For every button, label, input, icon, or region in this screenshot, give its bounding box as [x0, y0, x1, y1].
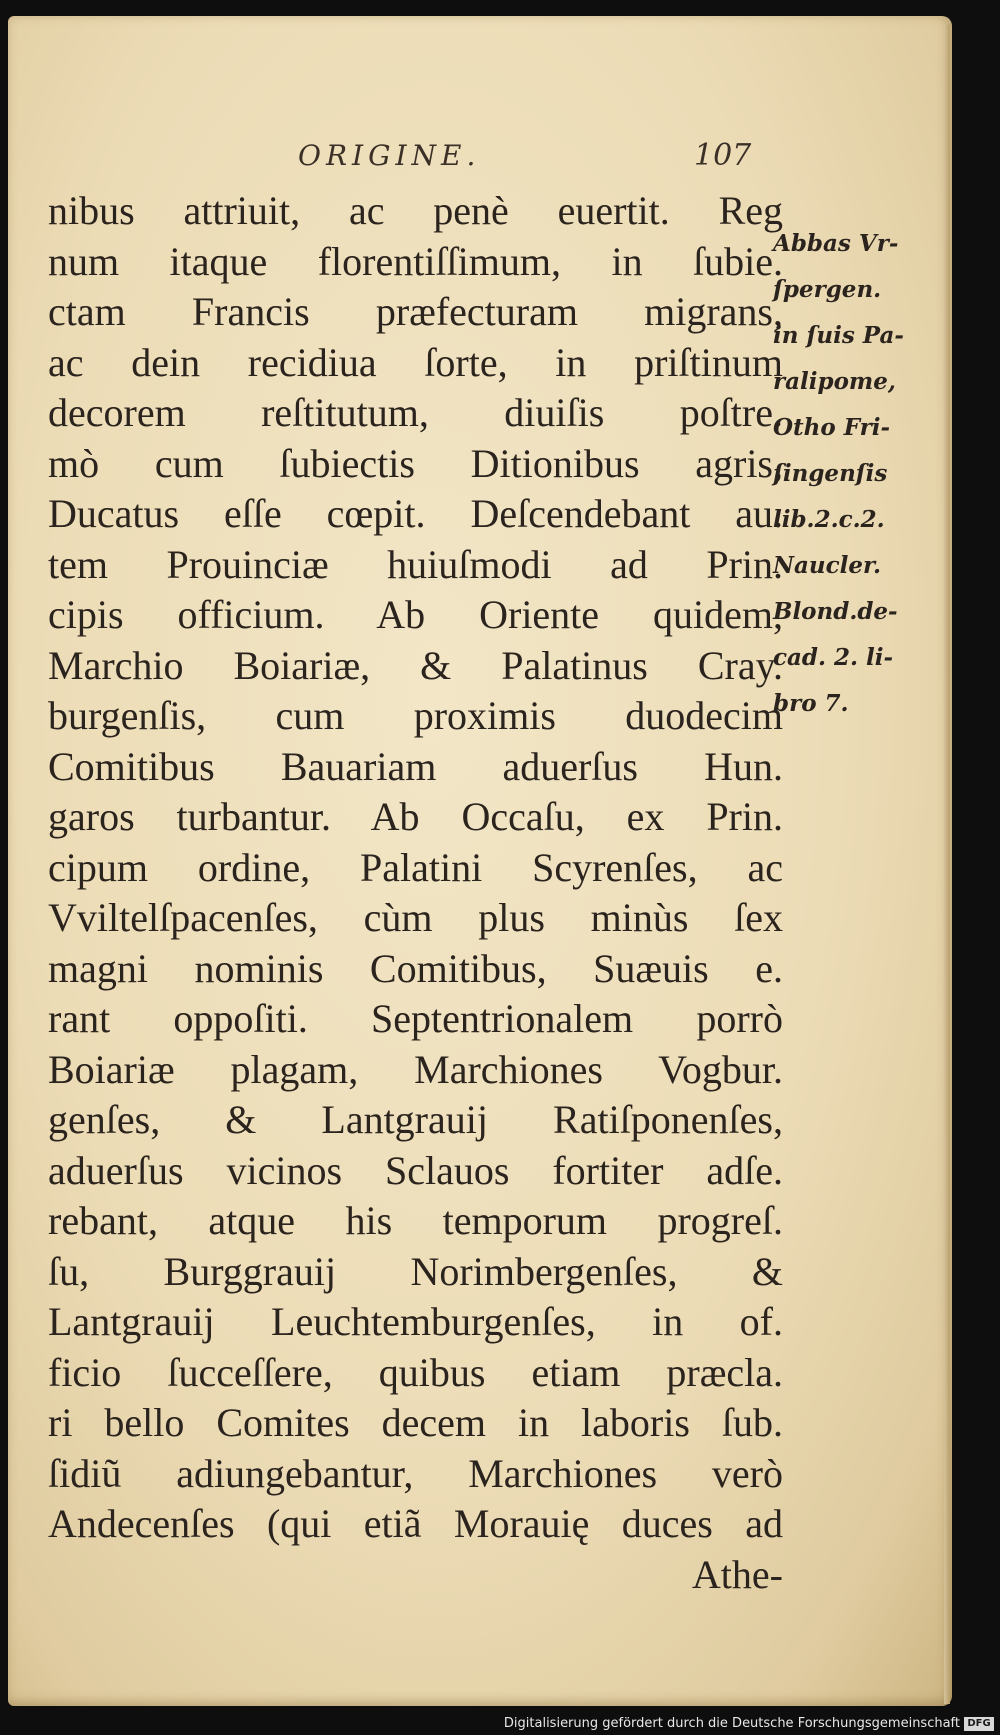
- body-line: cipum ordine, Palatini Scyrenſes, ac: [48, 844, 783, 890]
- body-line: Comitibus Bauariam aduerſus Hun.: [48, 743, 783, 789]
- body-line: tem Prouinciæ huiuſmodi ad Prin.: [48, 541, 783, 587]
- page-number: 107: [694, 138, 752, 173]
- body-line: rebant, atque his temporum progreſ.: [48, 1198, 783, 1243]
- margin-note-line: ſpergen.: [773, 276, 882, 303]
- catchword: Athe-: [691, 1551, 783, 1597]
- body-line: aduerſus vicinos Sclauos fortiter adſe.: [48, 1147, 783, 1193]
- body-line: garos turbantur. Ab Occaſu, ex Prin.: [48, 794, 783, 839]
- body-line: num itaque florentiſſimum, in ſubie.: [48, 238, 783, 284]
- body-line: ficio ſucceſſere, quibus etiam præcla.: [48, 1349, 783, 1395]
- margin-note-line: ſingenſis: [773, 460, 888, 487]
- running-head: ORIGINE.: [298, 139, 481, 172]
- body-line: ſu, Burggrauij Norimbergenſes, &: [48, 1248, 783, 1294]
- body-line: magni nominis Comitibus, Suæuis e.: [48, 945, 783, 991]
- body-line: Marchio Boiariæ, & Palatinus Cray.: [48, 642, 783, 688]
- dfg-logo: DFG: [964, 1717, 994, 1731]
- body-line: ac dein recidiua ſorte, in priſtinum: [48, 339, 783, 385]
- body-line: ſidiũ adiungebantur, Marchiones verò: [48, 1450, 783, 1496]
- body-line: cipis officium. Ab Oriente quidem,: [48, 592, 783, 637]
- margin-note-line: ralipome,: [773, 368, 896, 395]
- body-line: nibus attriuit, ac penè euertit. Reg: [48, 188, 783, 233]
- body-line: Andecenſes (qui etiã Morauię duces ad: [48, 1501, 783, 1546]
- margin-note-line: Otho Fri-: [773, 414, 891, 441]
- digitization-credit: Digitalisierung gefördert durch die Deutsche Forschungsgemeinschaft: [503, 1716, 960, 1731]
- margin-note-line: Abbas Vr-: [773, 230, 899, 257]
- margin-note-line: in ſuis Pa-: [773, 322, 904, 349]
- body-line: Boiariæ plagam, Marchiones Vogbur.: [48, 1046, 783, 1092]
- body-line: Lantgrauij Leuchtemburgenſes, in of.: [48, 1299, 783, 1344]
- body-line: genſes, & Lantgrauij Ratiſponenſes,: [48, 1097, 783, 1142]
- margin-note-line: bro 7.: [773, 690, 849, 717]
- body-line: ri bello Comites decem in laboris ſub.: [48, 1400, 783, 1445]
- page-edge: [944, 24, 950, 1704]
- margin-note-line: cad. 2. li-: [773, 644, 894, 671]
- body-text: [48, 186, 783, 1600]
- body-line: burgenſis, cum proximis duodecim: [48, 693, 783, 738]
- margin-note-line: Blond.de-: [773, 598, 898, 625]
- body-line: rant oppoſiti. Septentrionalem porrò: [48, 996, 783, 1041]
- margin-note-line: Naucler.: [773, 552, 882, 579]
- marginal-notes: [773, 221, 923, 727]
- body-line: ctam Francis præfecturam migrans,: [48, 289, 783, 334]
- margin-note-line: lib.2.c.2.: [773, 506, 885, 533]
- body-line: Vviltelſpacenſes, cùm plus minùs ſex: [48, 895, 783, 940]
- body-line: decorem reſtitutum, diuiſis poſtre.: [48, 390, 783, 435]
- body-line: Ducatus eſſe cœpit. Deſcendebant au.: [48, 491, 783, 536]
- body-line: mò cum ſubiectis Ditionibus agris,: [48, 440, 783, 486]
- book-page: [8, 16, 952, 1706]
